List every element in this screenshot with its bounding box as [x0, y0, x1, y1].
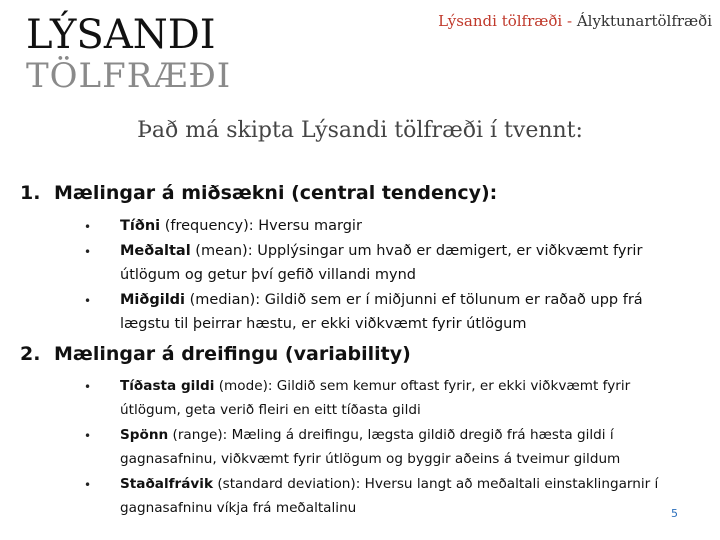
item-text: (range): Mæling á dreifingu, lægsta gildið dregið frá hæsta gildi í gagnasafninu, viðkvæmt fyrir útlögum og byggir aðeins á tveimur gildum [120, 427, 621, 467]
breadcrumb-next: Ályktunartölfræði [576, 12, 712, 30]
breadcrumb [438, 12, 712, 30]
breadcrumb-separator: - [562, 12, 577, 30]
list-item [120, 374, 680, 422]
item-text: (standard deviation): Hversu langt að meðaltali einstaklingarnir í gagnasafninu víkja frá meðaltalinu [120, 476, 659, 516]
section-number: 2. [20, 343, 41, 365]
breadcrumb-current: Lýsandi tölfræði [438, 12, 563, 30]
bullet-icon: • [84, 245, 92, 259]
section-title: Mælingar á miðsækni (central tendency): [54, 182, 498, 204]
item-term: Spönn [120, 427, 169, 443]
bullet-icon: • [84, 220, 92, 234]
bullet-icon: • [84, 380, 92, 394]
item-term: Miðgildi [120, 292, 186, 308]
item-term: Tíðasta gildi [120, 378, 215, 394]
title-line-1: LÝSANDI [26, 12, 216, 58]
list-item [120, 423, 680, 471]
item-text: (mode): Gildið sem kemur oftast fyrir, er ekki viðkvæmt fyrir útlögum, geta verið fleiri en eitt tíðasta gildi [120, 378, 631, 418]
section-number: 1. [20, 182, 41, 204]
list-item [120, 239, 680, 287]
bullet-icon: • [84, 429, 92, 443]
section-heading-1 [20, 182, 497, 204]
list-item [120, 214, 680, 238]
bullet-icon: • [84, 294, 92, 308]
item-term: Staðalfrávik [120, 476, 213, 492]
list-item [120, 472, 680, 520]
title-line-2: TÖLFRÆÐI [26, 56, 232, 96]
section-heading-2 [20, 343, 411, 365]
item-text: (mean): Upplýsingar um hvað er dæmigert, er viðkvæmt fyrir útlögum og getur því gefið villandi mynd [120, 243, 643, 283]
slide-subtitle: Það má skipta Lýsandi tölfræði í tvennt: [137, 118, 583, 143]
item-text: (frequency): Hversu margir [160, 218, 362, 234]
list-item [120, 288, 680, 336]
bullet-icon: • [84, 478, 92, 492]
item-term: Meðaltal [120, 243, 191, 259]
page-number: 5 [671, 507, 678, 520]
item-term: Tíðni [120, 218, 161, 234]
section-title: Mælingar á dreifingu (variability) [54, 343, 411, 365]
item-text: (median): Gildið sem er í miðjunni ef tölunum er raðað upp frá lægstu til þeirrar hæstu, er ekki viðkvæmt fyrir útlögum [120, 292, 643, 332]
